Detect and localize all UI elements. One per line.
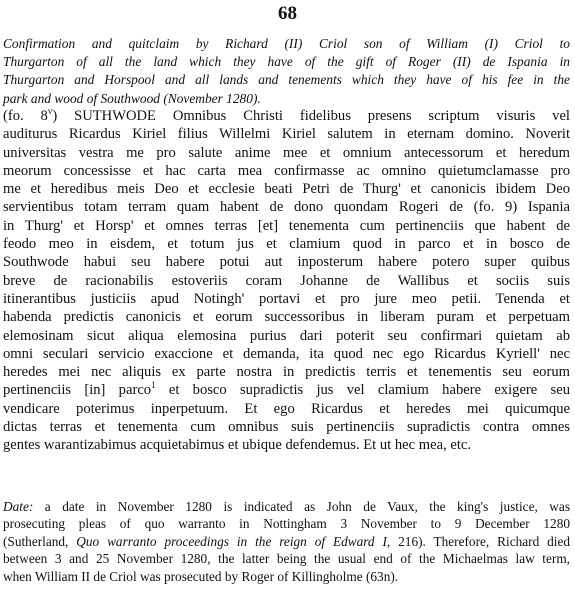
charter-line: breve de racionabilis estoveriis coram Johanne de Wallibus et sociis suis <box>3 272 570 289</box>
charter-line-text: et bosco supradictis jus vel clamium habere exigere seu <box>155 382 570 399</box>
charter-line: meorum concessisse et hac carta mea confirmasse ac omnino quietumclamasse pro <box>3 162 570 179</box>
charter-line: feodo meo in eisdem, et totum jus et clamium quod in parco et in bosco de <box>3 236 570 253</box>
note-line: prosecuting pleas of quo warranto in Nottingham 3 November to 9 December 1280 <box>3 516 570 532</box>
note-label: Date: <box>3 499 34 514</box>
charter-line: auditurus Ricardus Kiriel filius Willelmi Kiriel salutem in eternam domino. Noverit <box>3 126 570 143</box>
charter-line: omni seculari servicio exaccione et demanda, ita quod nec ego Ricardus Kyriell' nec <box>3 345 570 362</box>
note-line <box>3 533 570 550</box>
charter-line: elemosinam sicut aliqua elemosina purius dari poterit seu confirmari quietam ab <box>3 327 570 344</box>
heading-line: park and wood of Southwood (November 1280). <box>3 90 261 106</box>
charter-line: habenda predictis canonicis et eorum successoribus in liberam puram et perpetuam <box>3 309 570 326</box>
charter-line-text: pertinenciis [in] parco <box>3 382 152 399</box>
charter-line <box>3 107 570 125</box>
footnote-marker[interactable]: 1 <box>151 380 156 391</box>
page-number: 68 <box>278 3 297 24</box>
charter-heading <box>3 35 570 108</box>
date-note <box>3 498 570 585</box>
charter-line <box>3 381 570 399</box>
note-text: a date in November 1280 is indicated as John de Vaux, the king's justice, was <box>33 499 570 514</box>
heading-line: Confirmation and quitclaim by Richard (II) Criol son of William (I) Criol to <box>3 36 570 51</box>
charter-line: heredes mei nec aliquis ex parte nostra in predictis terris et tenementis seu eorum <box>3 364 570 381</box>
citation-title: Quo warranto proceedings in the reign of Edward I <box>76 533 387 549</box>
charter-line-text: SUTHWODE Omnibus Christi fidelibus presens scriptum visuris vel <box>57 108 570 124</box>
folio-superscript: v <box>47 106 53 117</box>
note-text: (Sutherland, <box>3 533 77 549</box>
charter-line: me et heredibus meis Deo et ecclesie beati Petri de Thurg' et canonicis ibidem Deo <box>3 181 570 198</box>
charter-line: vendicare poterimus inperpetuum. Et ego Ricardus et heredes mei quicumque <box>3 400 570 417</box>
folio-reference-end: ) <box>52 108 58 124</box>
note-text: , 216). Therefore, Richard died <box>386 533 571 549</box>
charter-line: in Thurg' et Horsp' et omnes terras [et] tenementa cum pertinenciis que habent de <box>3 217 570 234</box>
heading-line: Thurgarton of all the land which they have of the gift of Roger (II) de Ispania in <box>3 54 570 70</box>
folio-reference: (fo. 8 <box>3 108 48 124</box>
note-line: when William II de Criol was prosecuted by Roger of Killingholme (63n). <box>3 568 399 584</box>
note-line: between 3 and 25 November 1280, the latter being the usual end of the Michaelmas law term, <box>3 551 570 567</box>
charter-line: gentes warantizabimus acquietabimus et ubique defendemus. Et ut hec mea, etc. <box>3 437 472 454</box>
charter-text <box>3 107 570 455</box>
heading-line: Thurgarton and Horspool and all lands and tenements which they have of his fee in the <box>3 72 570 88</box>
charter-line: dictas terras et tenementa cum omnibus suis pertinenciis supradictis contra omnes <box>3 419 570 436</box>
note-line <box>3 498 570 515</box>
charter-line: itinerantibus justiciis apud Notingh' portavi et pro jure meo petii. Tenenda et <box>3 290 570 307</box>
charter-line: servientibus totam terram quam habent de dono quondam Rogeri de (fo. 9) Ispania <box>3 199 570 216</box>
charter-line: Southwode habui seu habere potui aut inposterum habere potero super quibus <box>3 254 570 271</box>
charter-line: universitas vestra me pro salute anime mee et omnium antecessorum et heredum <box>3 144 570 161</box>
